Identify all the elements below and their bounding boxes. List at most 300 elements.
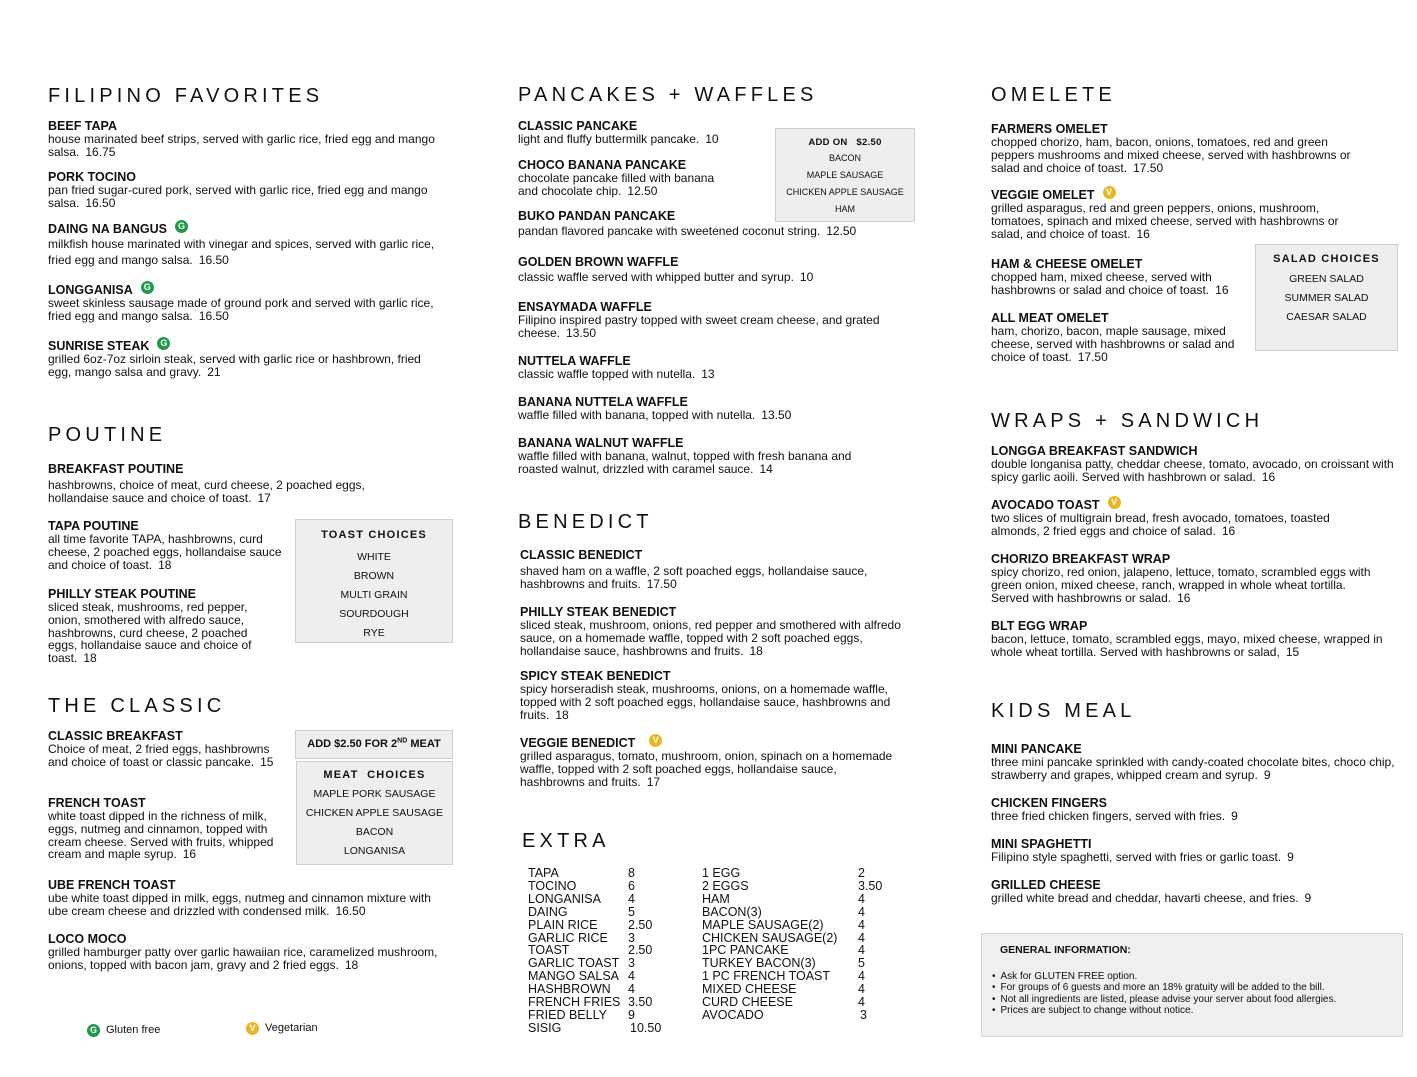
item-desc [991, 271, 1241, 297]
vegetarian-icon: V [649, 734, 662, 747]
legend-gluten [87, 1024, 160, 1037]
item-description: grilled white bread and cheddar, havarti cheese, and fries. [991, 891, 1299, 905]
item-price: 9 [1263, 767, 1271, 782]
addon-option: BACON [828, 153, 861, 163]
item-description: sweet skinless sausage made of ground pork and served with garlic rice, fried egg and mango salsa. [48, 296, 434, 323]
item-price: 16 [1136, 226, 1150, 241]
item-price: 16 [1221, 523, 1236, 538]
menu-item [991, 837, 1396, 864]
menu-item [518, 436, 888, 476]
general-info-title: GENERAL INFORMATION: [1000, 944, 1131, 956]
menu-item [48, 462, 408, 505]
item-price: 15 [260, 754, 274, 769]
item-description: sliced steak, mushroom, onions, red pepper and smothered with alfredo sauce, on a homemade waffle, topped with 2 soft poached eggs, hollandaise sauce, hashbrowns and fruits. [520, 618, 901, 658]
extra-price: 2 [858, 866, 865, 880]
extra-name: HAM [702, 891, 730, 906]
extra-name: SISIG [528, 1020, 562, 1035]
item-desc [518, 271, 908, 284]
extra-name: MAPLE SAUSAGE(2) [702, 917, 824, 932]
item-price: 18 [749, 643, 763, 658]
item-desc [991, 756, 1396, 782]
item-price: 18 [83, 651, 97, 666]
extra-price: 4 [628, 982, 635, 997]
item-desc [518, 368, 908, 381]
item-description: spicy horseradish steak, mushrooms, onions, on a homemade waffle, topped with 2 soft poached eggs, hollandaise sauce, hashbrowns and fruits. [520, 682, 891, 722]
extra-price: 4 [628, 969, 635, 984]
extra-price: 9 [628, 1007, 635, 1022]
general-info-item: • Ask for GLUTEN FREE option. [992, 971, 1336, 982]
item-price: 17.50 [646, 576, 677, 591]
item-description: three mini pancake sprinkled with candy-coated chocolate bites, choco chip, strawberry and grapes, whipped cream and syrup. [991, 755, 1395, 782]
item-name: FRENCH TOAST [48, 796, 146, 810]
menu-item [520, 736, 895, 788]
item-price: 17.50 [1077, 349, 1108, 364]
item-description: two slices of multigrain bread, fresh avocado, tomatoes, toasted almonds, 2 fried eggs and choice of salad. [991, 511, 1330, 538]
item-desc [520, 683, 915, 721]
item-name: GOLDEN BROWN WAFFLE [518, 255, 679, 269]
section-title-classic: THE CLASSIC [48, 695, 226, 717]
item-desc [48, 479, 408, 505]
extra-price: 4 [628, 891, 635, 906]
item-description: ube white toast dipped in milk, eggs, nutmeg and cinnamon mixture with ube cream cheese and drizzled with condensed milk. [48, 891, 431, 918]
item-price: 16.50 [198, 252, 229, 267]
menu-item [991, 878, 1396, 905]
item-name-row [48, 283, 438, 297]
item-desc [48, 946, 453, 972]
general-info-item: • For groups of 6 guests and more an 18% gratuity will be added to the bill. [992, 982, 1336, 993]
item-name: SUNRISE STEAK [48, 339, 150, 353]
menu-item [991, 257, 1241, 297]
item-price: 18 [344, 957, 359, 972]
salad-option: CAESAR SALAD [1286, 311, 1367, 323]
item-name: TAPA POUTINE [48, 519, 139, 533]
menu-item [518, 255, 908, 284]
extra-price: 8 [628, 866, 635, 880]
item-name: CHOCO BANANA PANCAKE [518, 158, 687, 172]
item-name: VEGGIE OMELET [991, 188, 1095, 202]
extra-name: TURKEY BACON(3) [702, 956, 816, 971]
item-price: 10 [799, 270, 814, 284]
extra-price: 2.50 [628, 943, 653, 958]
menu-item [48, 283, 438, 323]
item-desc [518, 172, 718, 198]
item-price: 14 [759, 461, 773, 476]
item-price: 10 [705, 132, 719, 146]
item-name: UBE FRENCH TOAST [48, 878, 176, 892]
general-information-box [981, 933, 1403, 1037]
extra-name: HASHBROWN [528, 982, 611, 997]
item-desc [48, 892, 448, 918]
item-name: BUKO PANDAN PANCAKE [518, 209, 676, 223]
item-description: pan fried sugar-cured pork, served with garlic rice, fried egg and mango salsa. [48, 183, 428, 210]
extra-price: 4 [858, 969, 865, 984]
item-desc [48, 237, 443, 268]
item-name: AVOCADO TOAST [991, 498, 1100, 512]
item-description: shaved ham on a waffle, 2 soft poached eggs, hollandaise sauce, hashbrowns and fruits. [520, 564, 868, 591]
item-price: 16.50 [335, 903, 366, 918]
item-desc [518, 409, 908, 422]
item-description: Choice of meat, 2 fried eggs, hashbrowns and choice of toast or classic pancake. [48, 742, 270, 769]
item-name-row [991, 188, 1366, 202]
item-price: 13.50 [761, 408, 792, 422]
add-meat-label: ADD $2.50 FOR 2 [307, 738, 398, 750]
item-name: BLT EGG WRAP [991, 619, 1088, 633]
item-price: 13.50 [566, 325, 597, 340]
extra-price: 3 [860, 1007, 867, 1022]
item-price: 16 [182, 847, 197, 862]
extra-row [702, 1009, 902, 1022]
extra-price: 4 [858, 891, 865, 906]
item-description: grilled hamburger patty over garlic hawaiian rice, caramelized mushroom, onions, topped with bacon jam, gravy and 2 fried eggs. [48, 945, 438, 972]
menu-item [48, 729, 288, 769]
menu-item [991, 498, 1361, 538]
extra-price: 3.50 [628, 995, 653, 1010]
item-name: ALL MEAT OMELET [991, 311, 1109, 325]
item-price: 9 [1231, 809, 1238, 823]
addon-option: HAM [835, 204, 855, 214]
extra-price: 10.50 [630, 1020, 662, 1035]
item-price: 15 [1285, 644, 1300, 659]
item-desc [48, 297, 438, 323]
meat-option: BACON [355, 826, 394, 838]
item-price: 12.50 [627, 183, 658, 198]
section-title-benedict: BENEDICT [518, 511, 653, 533]
item-desc [518, 450, 888, 476]
item-desc [991, 325, 1251, 363]
extra-name: 1 PC FRENCH TOAST [702, 969, 831, 984]
general-info-item: • Prices are subject to change without notice. [992, 1005, 1336, 1016]
item-desc [991, 633, 1396, 659]
vegetarian-icon: V [1108, 496, 1121, 509]
extra-price: 5 [628, 904, 635, 919]
extra-name: TAPA [528, 866, 559, 880]
item-desc [518, 314, 908, 340]
extra-name: 2 EGGS [702, 878, 749, 893]
item-name-row [48, 339, 438, 353]
item-desc [520, 750, 895, 788]
item-description: white toast dipped in the richness of milk, eggs, nutmeg and cinnamon, topped with cream cheese. Served with fruits, whipped cream and maple syrup. [48, 809, 274, 862]
menu-item [518, 119, 768, 146]
item-price: 17 [646, 774, 661, 789]
menu-item [48, 878, 448, 918]
item-name: CLASSIC BREAKFAST [48, 729, 183, 743]
item-price: 16.50 [85, 195, 116, 210]
item-price: 16 [1215, 282, 1229, 297]
section-title-omelete: OMELETE [991, 84, 1116, 106]
item-description: milkfish house marinated with vinegar and spices, served with garlic rice, fried egg and mango salsa. [48, 237, 435, 267]
box-options [1256, 270, 1397, 327]
item-name: FARMERS OMELET [991, 122, 1108, 136]
item-name: PHILLY STEAK POUTINE [48, 587, 196, 601]
item-desc [48, 810, 288, 861]
item-name-row [520, 736, 895, 750]
extra-name: AVOCADO [702, 1007, 764, 1022]
extra-name: FRIED BELLY [528, 1007, 607, 1022]
salad-option: GREEN SALAD [1289, 273, 1364, 285]
item-description: grilled asparagus, red and green peppers, onions, mushroom, tomatoes, spinach and mixed cheese, served with hashbrowns or salad, and choice of toast. [991, 201, 1339, 241]
item-description: ham, chorizo, bacon, maple sausage, mixed cheese, served with hashbrowns or salad and choice of toast. [991, 324, 1235, 364]
item-desc [48, 601, 268, 665]
menu-item [48, 796, 288, 861]
item-name: LONGGA BREAKFAST SANDWICH [991, 444, 1198, 458]
salad-option: SUMMER SALAD [1284, 292, 1369, 304]
extra-name: 1 EGG [702, 866, 741, 880]
section-title-pancakes: PANCAKES + WAFFLES [518, 84, 818, 106]
extra-price: 4 [858, 943, 865, 958]
menu-item [48, 587, 268, 665]
menu-item [991, 552, 1376, 604]
item-price: 17 [257, 490, 271, 505]
item-description: spicy chorizo, red onion, jalapeno, lettuce, tomato, scrambled eggs with green onion, mixed cheese, ranch, wrapped in whole wheat tortilla. Served with hashbrowns or salad. [991, 565, 1371, 605]
extra-price: 4 [858, 930, 865, 945]
toast-option: RYE [363, 627, 385, 639]
gluten-free-icon: G [141, 281, 154, 294]
item-description: chocolate pancake filled with banana and chocolate chip. [518, 171, 715, 198]
extra-list-right [702, 867, 902, 1027]
item-desc [991, 136, 1371, 174]
item-desc [520, 565, 895, 591]
item-name: BREAKFAST POUTINE [48, 462, 184, 476]
menu-item [518, 395, 908, 422]
item-name: LOCO MOCO [48, 932, 127, 946]
extra-name: BACON(3) [702, 904, 762, 919]
extra-price: 4 [858, 995, 865, 1010]
extra-name: MIXED CHEESE [702, 982, 797, 997]
box-options [776, 150, 914, 218]
item-price: 16.75 [85, 144, 116, 159]
menu-item [48, 932, 453, 972]
add-meat-label-end: MEAT [407, 738, 441, 750]
item-description: waffle filled with banana, topped with nutella. [518, 408, 756, 422]
addon-option: CHICKEN APPLE SAUSAGE [786, 187, 904, 197]
item-description: Filipino style spaghetti, served with fries or garlic toast. [991, 850, 1282, 864]
extra-price: 4 [858, 982, 865, 997]
extra-name: TOAST [528, 943, 570, 958]
extra-name: DAING [528, 904, 568, 919]
extra-price: 2.50 [628, 917, 653, 932]
menu-item [518, 158, 718, 198]
section-title-extra: EXTRA [522, 830, 610, 852]
item-name: DAING NA BANGUS [48, 222, 167, 236]
extra-price: 6 [628, 878, 635, 893]
item-desc [518, 225, 908, 238]
item-name: MINI SPAGHETTI [991, 837, 1092, 851]
item-name: VEGGIE BENEDICT [520, 736, 636, 750]
item-price: 16 [1177, 590, 1191, 605]
item-price: 16 [1261, 469, 1276, 484]
add-on-box [775, 128, 915, 222]
item-name: HAM & CHEESE OMELET [991, 257, 1143, 271]
item-description: house marinated beef strips, served with garlic rice, fried egg and mango salsa. [48, 132, 435, 159]
item-description: chopped ham, mixed cheese, served with hashbrowns or salad and choice of toast. [991, 270, 1212, 297]
menu-item [48, 222, 443, 268]
box-options [296, 548, 452, 643]
item-desc [991, 512, 1361, 538]
item-desc [48, 133, 438, 159]
item-description: three fried chicken fingers, served with fries. [991, 809, 1226, 823]
item-desc [991, 851, 1396, 864]
toast-choices-box [295, 519, 453, 643]
extra-name: 1PC PANCAKE [702, 943, 789, 958]
menu-item [520, 605, 905, 657]
add-meat-sup: ND [397, 737, 408, 745]
meat-option: LONGANISA [343, 845, 406, 857]
item-price: 13 [701, 367, 715, 381]
menu-item [520, 548, 895, 591]
menu-item [991, 122, 1371, 174]
item-description: double longanisa patty, cheddar cheese, tomato, avocado, on croissant with spicy garlic aoili. Served with hashbrown or salad. [991, 457, 1394, 484]
item-name: LONGGANISA [48, 283, 133, 297]
item-desc [48, 533, 288, 571]
meat-option: CHICKEN APPLE SAUSAGE [305, 807, 444, 819]
extra-price: 3 [628, 956, 635, 971]
extra-row [528, 1022, 698, 1035]
item-name: PHILLY STEAK BENEDICT [520, 605, 677, 619]
item-name: BANANA WALNUT WAFFLE [518, 436, 684, 450]
extra-name: CHICKEN SAUSAGE(2) [702, 930, 838, 945]
item-description: classic waffle topped with nutella. [518, 367, 696, 381]
addon-option: MAPLE SAUSAGE [806, 170, 884, 180]
menu-item [48, 170, 438, 210]
section-title-poutine: POUTINE [48, 424, 167, 446]
menu-item [48, 119, 438, 159]
menu-item [518, 354, 908, 381]
menu-item [518, 300, 908, 340]
item-price: 17.50 [1133, 160, 1164, 175]
section-title-kids: KIDS MEAL [991, 700, 1136, 722]
item-name: CLASSIC PANCAKE [518, 119, 638, 133]
item-name: NUTTELA WAFFLE [518, 354, 631, 368]
box-title: TOAST CHOICES [321, 529, 427, 541]
item-name: PORK TOCINO [48, 170, 136, 184]
vegetarian-icon: V [246, 1022, 259, 1035]
section-title-wraps: WRAPS + SANDWICH [991, 410, 1264, 432]
item-desc [48, 743, 288, 769]
box-title: SALAD CHOICES [1273, 253, 1380, 265]
menu-item [991, 742, 1396, 782]
extra-name: GARLIC TOAST [528, 956, 620, 971]
vegetarian-icon: V [1103, 186, 1116, 199]
gluten-free-icon: G [157, 337, 170, 350]
item-description: waffle filled with banana, walnut, topped with fresh banana and roasted walnut, drizzled with caramel sauce. [518, 449, 852, 476]
extra-price: 4 [858, 917, 865, 932]
item-price: 16.50 [198, 308, 229, 323]
item-description: classic waffle served with whipped butter and syrup. [518, 270, 794, 284]
item-desc [991, 566, 1376, 604]
item-desc [48, 184, 438, 210]
toast-option: WHITE [357, 551, 391, 563]
extra-name: GARLIC RICE [528, 930, 608, 945]
item-price: 18 [555, 707, 569, 722]
general-info-list [992, 971, 1336, 1016]
item-description: bacon, lettuce, tomato, scrambled eggs, mayo, mixed cheese, wrapped in whole wheat tortilla. Served with hashbrowns or salad, [991, 632, 1383, 659]
item-description: chopped chorizo, ham, bacon, onions, tomatoes, red and green peppers mushrooms and mixed cheese, served with hashbrowns or salad and choice of toast. [991, 135, 1351, 175]
menu-item [991, 188, 1366, 240]
extra-price: 4 [858, 904, 865, 919]
item-name-row [48, 222, 443, 236]
menu-item [991, 311, 1251, 363]
item-description: pandan flavored pancake with sweetened coconut string. [518, 224, 821, 238]
gluten-free-icon: G [87, 1024, 100, 1037]
extra-name: CURD CHEESE [702, 995, 793, 1010]
menu-item [48, 339, 438, 379]
extra-name: MANGO SALSA [528, 969, 619, 984]
item-description: sliced steak, mushrooms, red pepper, onion, smothered with alfredo sauce, hashbrowns, curd cheese, 2 poached eggs, hollandaise sauce and choice of toast. [48, 600, 252, 666]
item-desc [991, 810, 1396, 823]
item-desc [991, 202, 1366, 240]
item-description: grilled asparagus, tomato, mushroom, onion, spinach on a homemade waffle, topped with 2 soft poached eggs, hollandaise sauce, hashbrowns and fruits. [520, 749, 893, 789]
salad-choices-box [1255, 244, 1398, 351]
item-desc [518, 133, 768, 146]
item-name: BANANA NUTTELA WAFFLE [518, 395, 688, 409]
extra-name: TOCINO [528, 878, 577, 893]
item-name: CLASSIC BENEDICT [520, 548, 643, 562]
item-desc [991, 892, 1396, 905]
item-description: Filipino inspired pastry topped with sweet cream cheese, and grated cheese. [518, 313, 880, 340]
extra-name: LONGANISA [528, 891, 601, 906]
item-name-row [991, 498, 1361, 512]
meat-choices-box [296, 761, 453, 865]
item-name: ENSAYMADA WAFFLE [518, 300, 652, 314]
meat-option: MAPLE PORK SAUSAGE [313, 788, 436, 800]
item-name: GRILLED CHEESE [991, 878, 1101, 892]
box-options [297, 785, 452, 861]
item-name: CHORIZO BREAKFAST WRAP [991, 552, 1171, 566]
item-name: MINI PANCAKE [991, 742, 1082, 756]
item-desc [48, 353, 438, 379]
extra-price: 5 [858, 956, 865, 971]
toast-option: SOURDOUGH [339, 608, 409, 620]
box-title: MEAT CHOICES [323, 769, 426, 781]
item-price: 9 [1304, 891, 1312, 905]
item-description: grilled 6oz-7oz sirloin steak, served with garlic rice or hashbrown, fried egg, mango salsa and gravy. [48, 352, 421, 379]
item-desc [991, 458, 1396, 484]
extra-name: PLAIN RICE [528, 917, 598, 932]
toast-option: BROWN [353, 570, 395, 582]
item-price: 12.50 [826, 224, 857, 238]
item-name: CHICKEN FINGERS [991, 796, 1107, 810]
legend-veg-label: Vegetarian [265, 1022, 318, 1034]
general-info-item: • Not all ingredients are listed, please advise your server about food allergies. [992, 994, 1336, 1005]
menu-item [48, 519, 288, 571]
extra-list-left [528, 867, 698, 1039]
item-price: 18 [158, 557, 172, 572]
box-title: ADD ON $2.50 [808, 137, 882, 148]
toast-option: MULTI GRAIN [340, 589, 408, 601]
menu-item [991, 444, 1396, 484]
item-description: all time favorite TAPA, hashbrowns, curd cheese, 2 poached eggs, hollandaise sauce and choice of toast. [48, 532, 282, 572]
item-description: light and fluffy buttermilk pancake. [518, 132, 700, 146]
gluten-free-icon: G [175, 220, 188, 233]
extra-price: 3 [628, 930, 635, 945]
menu-item [991, 619, 1396, 659]
extra-row [702, 880, 902, 893]
menu-item [991, 796, 1396, 823]
item-description: hashbrowns, choice of meat, curd cheese, 2 poached eggs, hollandaise sauce and choice of toast. [48, 478, 365, 505]
item-name: BEEF TAPA [48, 119, 117, 133]
item-price: 9 [1287, 850, 1294, 864]
extra-price: 3.50 [858, 878, 883, 893]
item-desc [520, 619, 905, 657]
item-name: SPICY STEAK BENEDICT [520, 669, 671, 683]
add-meat-box [295, 730, 453, 759]
legend-gluten-label: Gluten free [106, 1024, 161, 1036]
extra-name: FRENCH FRIES [528, 995, 621, 1010]
legend-vegetarian [246, 1022, 318, 1035]
item-price: 21 [207, 364, 221, 379]
menu-item [520, 669, 915, 721]
section-title-filipino: FILIPINO FAVORITES [48, 85, 324, 107]
